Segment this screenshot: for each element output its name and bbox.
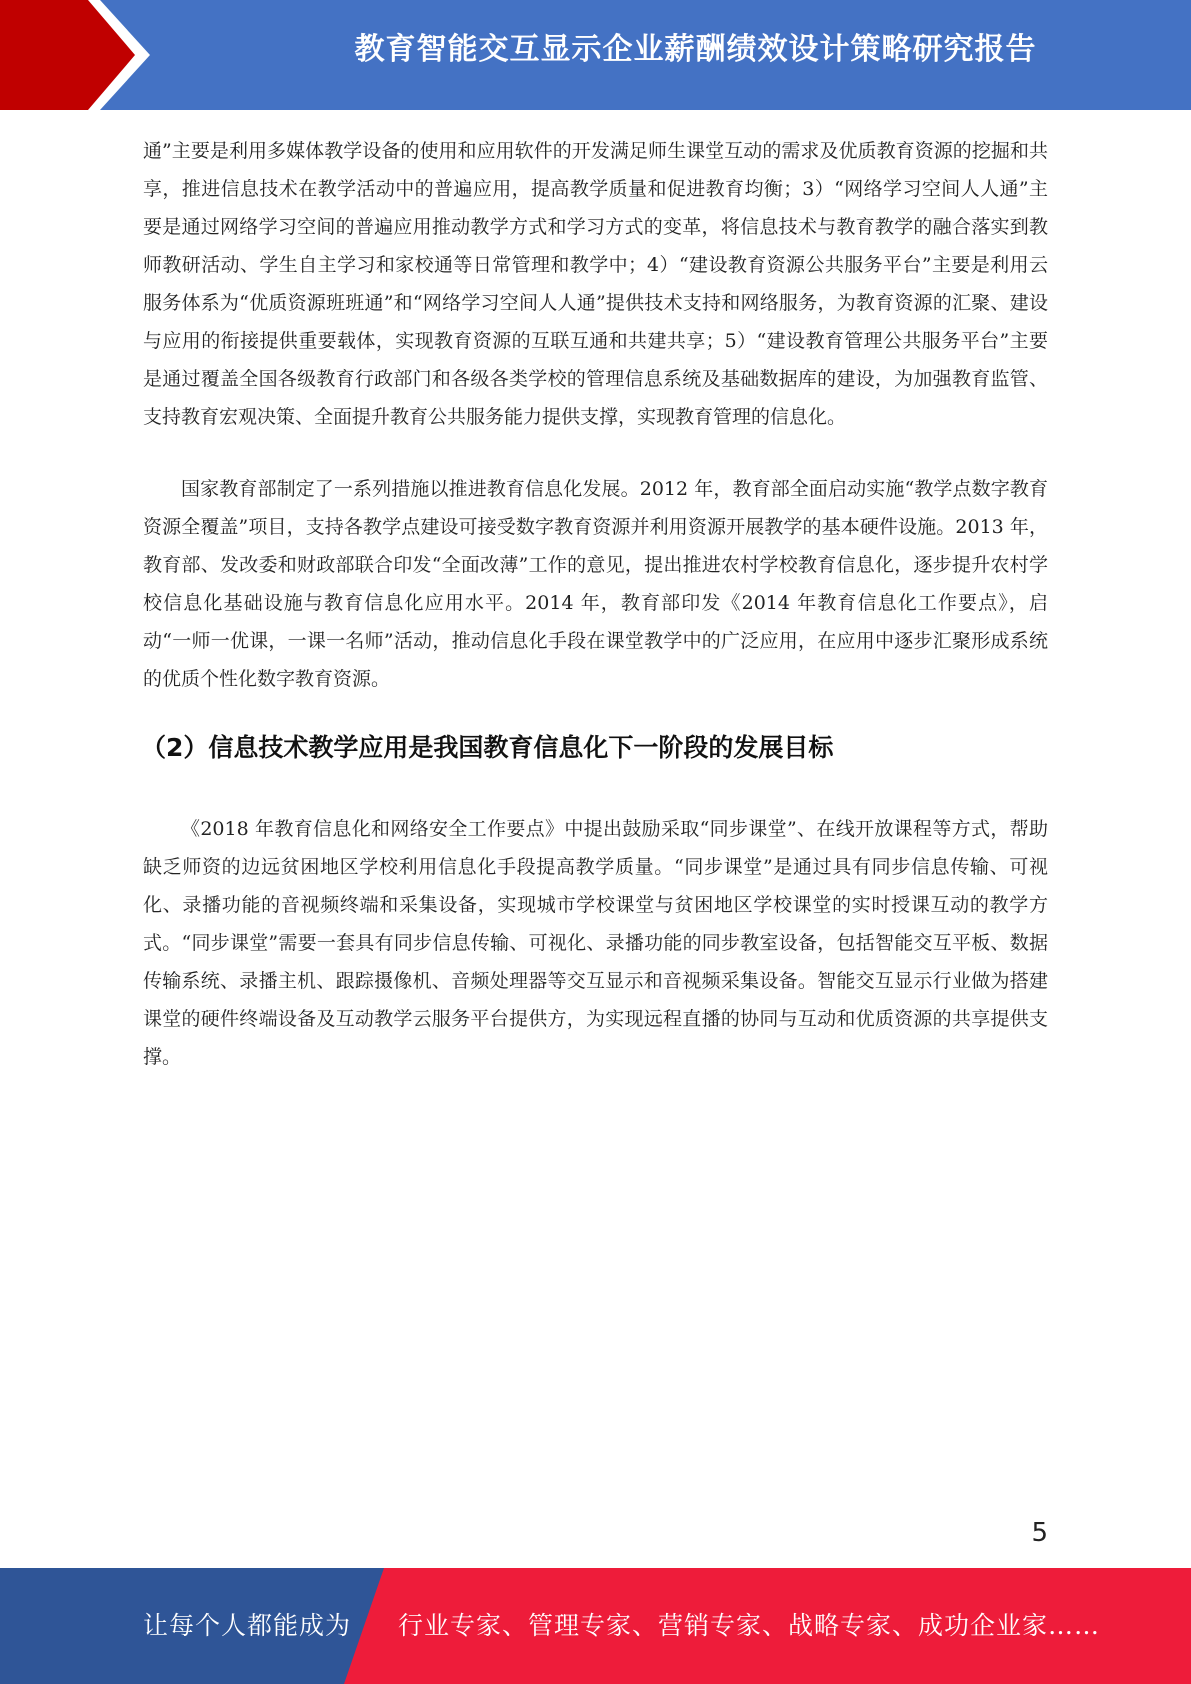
page-number: 5 — [1031, 1518, 1048, 1548]
report-title: 教育智能交互显示企业薪酬绩效设计策略研究报告 — [354, 32, 1037, 67]
footer-slogan-right: 行业专家、管理专家、营销专家、战略专家、成功企业家…… — [398, 1611, 1101, 1640]
main-content — [143, 132, 1048, 1076]
paragraph-3: 《2018 年教育信息化和网络安全工作要点》中提出鼓励采取“同步课堂”、在线开放课程等方式，帮助缺乏师资的边远贫困地区学校利用信息化手段提高教学质量。“同步课堂”是通过具有同步信息传输、可视化、录播功能的音视频终端和采集设备，实现城市学校课堂与贫困地区学校课堂的实时授课互动的教学方式。“同步课堂”需要一套具有同步信息传输、可视化、录播功能的同步教室设备，包括智能交互平板、数据传输系统、录播主机、跟踪摄像机、音频处理器等交互显示和音视频采集设备。智能交互显示行业做为搭建课堂的硬件终端设备及互动教学云服务平台提供方，为实现远程直播的协同与互动和优质资源的共享提供支撑。 — [143, 818, 1048, 1068]
page-header — [0, 0, 1191, 110]
paragraph-2: 国家教育部制定了一系列措施以推进教育信息化发展。2012 年，教育部全面启动实施“教学点数字教育资源全覆盖”项目，支持各教学点建设可接受数字教育资源并利用资源开展教学的基本硬件设施。2013 年，教育部、发改委和财政部联合印发“全面改薄”工作的意见，提出推进农村学校教育信息化，逐步提升农村学校信息化基础设施与教育信息化应用水平。2014 年，教育部印发《2014 年教育信息化工作要点》，启动“一师一优课，一课一名师”活动，推动信息化手段在课堂教学中的广泛应用，在应用中逐步汇聚形成系统的优质个性化数字教育资源。 — [143, 478, 1048, 690]
paragraph-1: 通”主要是利用多媒体教学设备的使用和应用软件的开发满足师生课堂互动的需求及优质教育资源的挖掘和共享，推进信息技术在教学活动中的普遍应用，提高教学质量和促进教育均衡；3）“网络学习空间人人通”主要是通过网络学习空间的普遍应用推动教学方式和学习方式的变革，将信息技术与教育教学的融合落实到教师教研活动、学生自主学习和家校通等日常管理和教学中；4）“建设教育资源公共服务平台”主要是利用云服务体系为“优质资源班班通”和“网络学习空间人人通”提供技术支持和网络服务，为教育资源的汇聚、建设与应用的衔接提供重要载体，实现教育资源的互联互通和共建共享；5）“建设教育管理公共服务平台”主要是通过覆盖全国各级教育行政部门和各级各类学校的管理信息系统及基础数据库的建设，为加强教育监管、支持教育宏观决策、全面提升教育公共服务能力提供支撑，实现教育管理的信息化。 — [143, 140, 1048, 428]
section-heading: （2）信息技术教学应用是我国教育信息化下一阶段的发展目标 — [141, 733, 834, 762]
footer-slogan-left: 让每个人都能成为 — [143, 1611, 352, 1640]
page-footer — [0, 1568, 1191, 1684]
